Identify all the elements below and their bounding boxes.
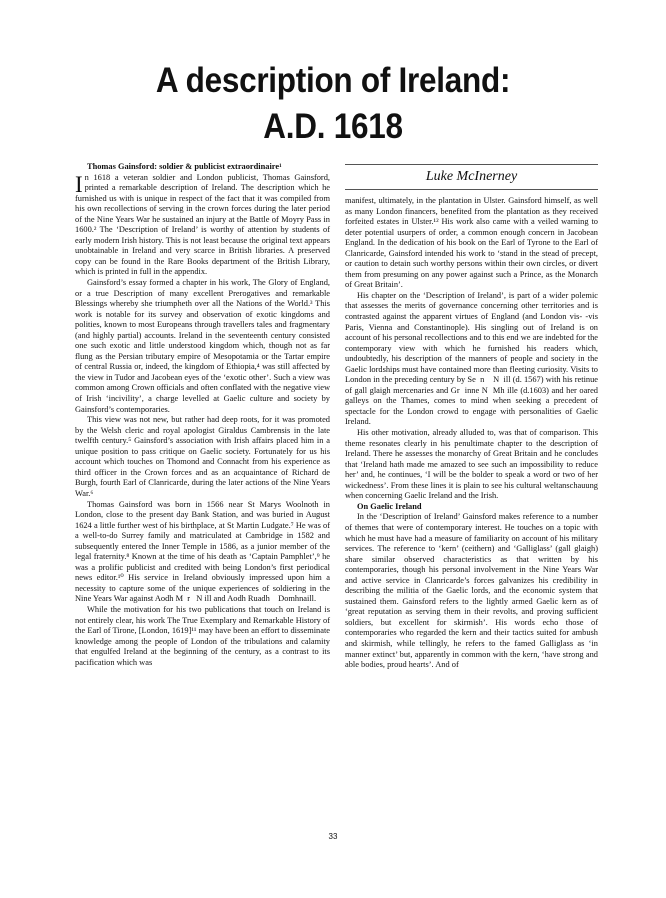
paragraph bbox=[75, 173, 330, 278]
paragraph: Thomas Gainsford was born in 1566 near St Marys Woolnoth in London, close to the present day Bank Station, and was buried in August 1624 a little further west of his birthplace, at St Martin Ludgate.⁷ He was of a well-to-do Surrey family and matriculated at Cambridge in 1582 and subsequently entered the Inner Temple in 1586, as a junior member of the legal fraternity.⁸ Known at the time of his death as ‘Captain Pamphlet’,⁹ he was a prolific publicist and credited with being London’s first periodical news editor.¹⁰ His service in Ireland obviously impressed upon him a necessity to capture some of the unique experiences of soldiering in the Nine Years War against Aodh M r N ill and Aodh Ruadh Domhnaill. bbox=[75, 499, 330, 604]
paragraph: In the ‘Description of Ireland’ Gainsford makes reference to a number of themes that were of contemporary interest. He touches on a topic with which he must have had a measure of familiarity on account of his military services. The reference to ‘kern’ (ceithern) and ‘Galliglass’ (gall glaigh) share similar observed characteristics as that written by his contemporaries, though his personal involvement in the Nine Years War and active service in Clanricarde’s forces galvanizes his credibility in describing the militia of the Gaelic lords, and the economic system that sustained them. Gainsford refers to the lightly armed Gaelic kern as of ‘great reputation as serving them in their revolts, and proving sufficient soldiers, but excellent for skirmish’. His words echo those of contemporaries who regarded the kern and their tactics suited for ambush and skirmish, while tellingly, he refers to the famed Galliglass as ‘in manner extinct’ but, apparently in common with the kern, ‘have strong and able bodies, proud hearts’. And of bbox=[345, 512, 598, 670]
left-column bbox=[75, 162, 330, 668]
title-line-1: A description of Ireland: bbox=[155, 61, 511, 100]
article-title bbox=[33, 58, 632, 150]
paragraph: His chapter on the ‘Description of Ireland’, is part of a wider polemic that assesses the merits of governance concerning other territories and is contrasted against the apparent virtues of England (and London vis- -vis Paris, Vienna and Constantinople). His singling out of Ireland is on account of his personal recollections and to this end we are indebted for the contemporary view with which he furnished his readers which, undoubtedly, his description of the manners of people and society in the Gaelic lordships must have contained more than fleeting curiosity. Visits to London in the preceding century by Se n N ill (d. 1567) with his retinue of gall glaigh mercenaries and Gr inne N Mh ille (d.1603) and her oared galleys on the Thames, comes to mind when seeking a precedent of spectacle for the London crowd to engage with personalities of Gaelic Ireland. bbox=[345, 290, 598, 427]
title-line-2: A.D. 1618 bbox=[263, 107, 403, 146]
paragraph: Gainsford’s essay formed a chapter in his work, The Glory of England, or a true Description of many excellent Prerogatives and remarkable Blessings whereby she triumpheth over all the Nations of the World.³ This work is notable for its survey and observation of exotic kingdoms and polities, known to most Europeans through travellers tales and fragmentary (and highly partial) accounts. Ireland in the seventeenth century consisted one such exotic and little understood kingdom which, though not as far flung as the Persian tributary empire of Mesopotamia or the Tartar empire of central Russia or, indeed, the kingdom of Ethiopia,⁴ was still affected by the view in Tudor and Jacobean eyes of the ‘exotic other’. Such a view was common among Crown officials and often conflated with the negative view of Irish ‘incivility’, a charge levelled at Gaelic culture and society by Gainsford’s contemporaries. bbox=[75, 278, 330, 414]
paragraph: manifest, ultimately, in the plantation in Ulster. Gainsford himself, as well as many London financers, benefited from the plantation as they received forfeited estates in Ulster.¹² His work also came with a veiled warning to deter potential usurpers of order, a common enough concern in Jacobean England. In the dedication of his book on the Earl of Tyrone to the Earl of Clanricarde, Gainsford intended his work to ‘stand in the stead of precept, or caution to detain such worthy persons within their own circles, or divert them from presuming on any power against such a Prince, as the Monarch of Great Britain’. bbox=[345, 196, 598, 290]
paragraph: This view was not new, but rather had deep roots, for it was promoted by the Welsh cleric and royal apologist Giraldus Cambrensis in the late twelfth century.⁵ Gainsford’s association with Irish affairs placed him in a unique position to pass critique on Gaelic society. Fortunately for us his account which touches on Thomond and Connacht from his experience as third officer in the Crown forces and as an acquaintance of Richard de Burgh, fourth Earl of Clanricarde, during the later actions of the Nine Years War.⁶ bbox=[75, 415, 330, 498]
paragraph: His other motivation, already alluded to, was that of comparison. This theme resonates clearly in his penultimate chapter to the description of Ireland. There he assesses the monarchy of Great Britain and he concludes that ‘Ireland hath made me amazed to see such an impossibility to reduce her’ and, he continues, ‘I will be the bolder to speak a word or two of her wickedness’. From these lines it is plain to see his cultural weltanschauung when concerning Gaelic Ireland and the Irish. bbox=[345, 428, 598, 501]
paragraph: While the motivation for his two publications that touch on Ireland is not entirely clear, his work The True Exemplary and Remarkable History of the Earl of Tirone, [London, 1619]¹¹ may have been an effort to disseminate knowledge among the people of London of the tribulations and calamity that engulfed Ireland at the beginning of the century, as a contrast to its pacification which was bbox=[75, 604, 330, 667]
page-number: 33 bbox=[328, 832, 338, 841]
right-column bbox=[345, 164, 598, 671]
section-heading: Thomas Gainsford: soldier & publicist extraordinaire¹ bbox=[87, 162, 282, 171]
paragraph-text: n 1618 a veteran soldier and London publicist, Thomas Gainsford, printed a remarkable description of Ireland. The description which he furnished us with is unique in respect of the fact that it was compiled from his own recollections of serving in the crown forces during the later period of the Nine Years War he sustained an injury at the Battle of Moyry Pass in 1600.² The ‘Description of Ireland’ is worthy of attention by students of early modern Irish history. This is not least because the original text appears unobtainable in Ireland and very scarce in British libraries. A preserved copy can be found in the Rare Books department of the British Library, which is printed in full in the appendix. bbox=[75, 172, 330, 277]
subheading: On Gaelic Ireland bbox=[357, 501, 422, 511]
author-byline: Luke McInerney bbox=[345, 164, 598, 190]
drop-cap: I bbox=[75, 171, 83, 197]
